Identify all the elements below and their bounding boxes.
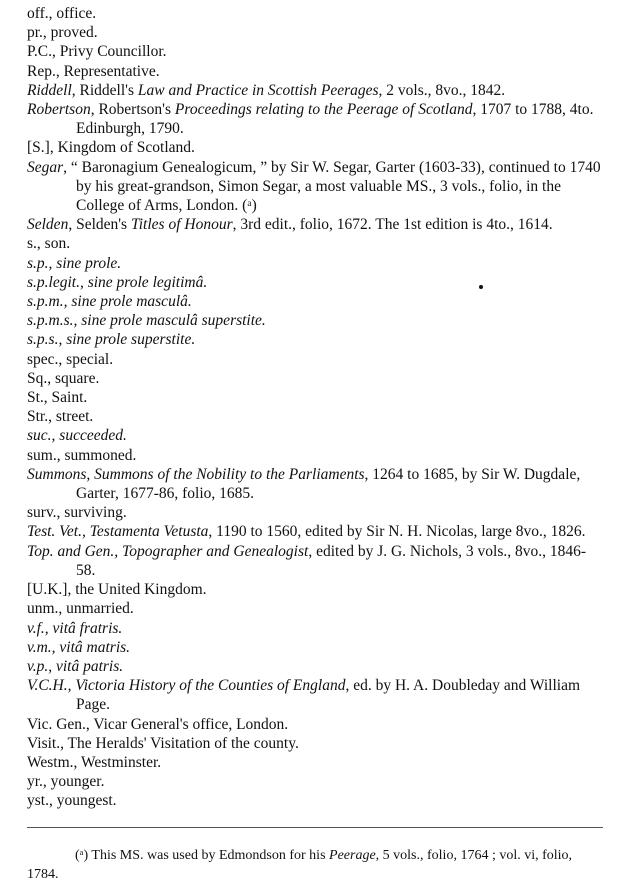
abbreviation-entry xyxy=(27,638,603,657)
abbreviation-entry xyxy=(27,100,603,138)
entry-text: v.m., vitâ matris. xyxy=(27,638,131,656)
entry-text: Segar xyxy=(27,158,64,176)
abbreviation-entry xyxy=(27,599,603,618)
abbreviation-entry xyxy=(27,350,603,369)
entry-text: , ed. by H. A. Doubleday and William Page. xyxy=(76,677,581,714)
abbreviation-entry xyxy=(27,23,603,42)
entry-text: s.p., sine prole. xyxy=(27,254,122,272)
entry-text: Summons, Summons of the Nobility to the Parliaments xyxy=(27,465,365,483)
abbreviation-entry xyxy=(27,369,603,388)
entry-text: s.p.m.s., sine prole masculâ superstite. xyxy=(27,312,266,330)
entry-text: Test. Vet., Testamenta Vetusta xyxy=(27,523,209,541)
footnote-text-after: , 5 vols., folio, 1764 ; vol. vi, folio, 1784. xyxy=(27,848,573,882)
entry-text: Law and Practice in Scottish Peerages xyxy=(137,81,379,99)
entry-text: surv., surviving. xyxy=(27,504,127,522)
abbreviation-entry xyxy=(27,426,603,445)
entry-text: Titles of Honour xyxy=(130,216,233,234)
entry-text: St., Saint. xyxy=(27,389,88,407)
abbreviation-entry xyxy=(27,407,603,426)
entry-text: off. xyxy=(27,5,49,22)
entry-text: Proceedings relating to the Peerage of Scotland xyxy=(174,101,473,119)
entry-text: Top. and Gen., Topographer and Genealogist xyxy=(27,542,309,560)
entry-text: Sq., square. xyxy=(27,369,100,387)
entry-text: Str., street. xyxy=(27,408,94,426)
entry-text: P.C., Privy Councillor. xyxy=(27,43,167,61)
abbreviation-entry xyxy=(27,791,603,810)
abbreviation-entry xyxy=(27,619,603,638)
entry-text: , Robertson's xyxy=(90,101,175,119)
entry-text: Rep., Representative. xyxy=(27,62,160,80)
abbreviation-entry xyxy=(27,676,603,714)
abbreviation-entry xyxy=(27,254,603,273)
entry-text: v.f., vitâ fratris. xyxy=(27,619,123,637)
abbreviation-entry xyxy=(27,772,603,791)
abbreviation-entry xyxy=(27,81,603,100)
abbreviation-entry xyxy=(27,503,603,522)
entry-text: , Selden's xyxy=(68,216,131,234)
abbreviation-entry xyxy=(27,292,603,311)
abbreviation-list xyxy=(27,4,603,811)
abbreviation-entry xyxy=(27,522,603,541)
entry-text: Visit., The Heralds' Visitation of the county. xyxy=(27,734,299,752)
entry-text: , edited by J. G. Nichols, 3 vols., 8vo., 1846-58. xyxy=(76,542,587,579)
entry-text: suc., succeeded. xyxy=(27,427,127,445)
abbreviation-entry xyxy=(27,4,603,23)
abbreviation-entry xyxy=(27,580,603,599)
entry-text: , 1190 to 1560, edited by Sir N. H. Nicolas, large 8vo., 1826. xyxy=(208,523,586,541)
footnote-rule xyxy=(27,827,603,828)
abbreviation-entry xyxy=(27,657,603,676)
abbreviation-entry xyxy=(27,734,603,753)
entry-text: unm., unmarried. xyxy=(27,600,134,618)
entry-text: Selden xyxy=(27,216,69,234)
abbreviation-entry xyxy=(27,311,603,330)
entry-text: sum., summoned. xyxy=(27,446,137,464)
entry-text: V.C.H., Victoria History of the Counties of England xyxy=(27,677,346,695)
entry-text: yr., younger. xyxy=(27,773,105,791)
entry-text: Westm., Westminster. xyxy=(27,753,162,771)
footnote-title: Peerage xyxy=(329,848,376,863)
entry-text: s.p.legit., sine prole legitimâ. xyxy=(27,273,208,291)
entry-text: s.p.m., sine prole masculâ. xyxy=(27,293,192,311)
abbreviation-entry xyxy=(27,273,603,292)
entry-text: s.p.s., sine prole superstite. xyxy=(27,331,196,349)
entry-text: Vic. Gen., Vicar General's office, London. xyxy=(27,715,289,733)
entry-text: yst., youngest. xyxy=(27,792,117,810)
entry-text: pr., proved. xyxy=(27,24,98,42)
abbreviation-entry xyxy=(27,215,603,234)
abbreviation-entry xyxy=(27,330,603,349)
entry-text: , 1264 to 1685, by Sir W. Dugdale, Garter, 1677-86, folio, 1685. xyxy=(76,465,581,503)
abbreviation-entry xyxy=(27,446,603,465)
entry-text: , “ Baronagium Genealogicum, ” by Sir W. Segar, Garter (1603-33), continued to 1740 by his great-grandson, Simon Segar, a most valuable MS., 3 vols., folio, in the College of Arms, London. (ᵃ) xyxy=(63,158,601,215)
abbreviation-entry xyxy=(27,158,603,216)
footnote-text-before: This MS. was used by Edmondson for his xyxy=(88,848,330,863)
abbreviation-entry xyxy=(27,138,603,157)
entry-text: , 1707 to 1788, 4to. Edinburgh, 1790. xyxy=(76,101,594,138)
entry-text: [S.], Kingdom of Scotland. xyxy=(27,139,195,157)
abbreviation-entry xyxy=(27,542,603,580)
entry-text: Riddell xyxy=(27,81,72,99)
abbreviation-entry xyxy=(27,62,603,81)
footnote xyxy=(27,846,603,884)
entry-text: s., son. xyxy=(27,235,71,253)
entry-text: v.p., vitâ patris. xyxy=(27,657,124,675)
entry-text: [U.K.], the United Kingdom. xyxy=(27,581,207,599)
abbreviation-entry xyxy=(27,465,603,503)
abbreviation-entry xyxy=(27,388,603,407)
abbreviation-entry xyxy=(27,234,603,253)
entry-text: , Riddell's xyxy=(71,81,138,99)
abbreviation-entry xyxy=(27,753,603,772)
entry-text: Robertson xyxy=(27,101,91,119)
entry-text: , office. xyxy=(48,5,97,22)
abbreviation-entry xyxy=(27,42,603,61)
stray-dot-mark xyxy=(479,285,483,289)
entry-text: , 2 vols., 8vo., 1842. xyxy=(378,81,506,99)
entry-text: , 3rd edit., folio, 1672. The 1st edition is 4to., 1614. xyxy=(232,216,553,234)
entry-text: spec., special. xyxy=(27,350,114,368)
footnote-marker: (ᵃ) xyxy=(75,848,89,863)
abbreviation-entry xyxy=(27,715,603,734)
